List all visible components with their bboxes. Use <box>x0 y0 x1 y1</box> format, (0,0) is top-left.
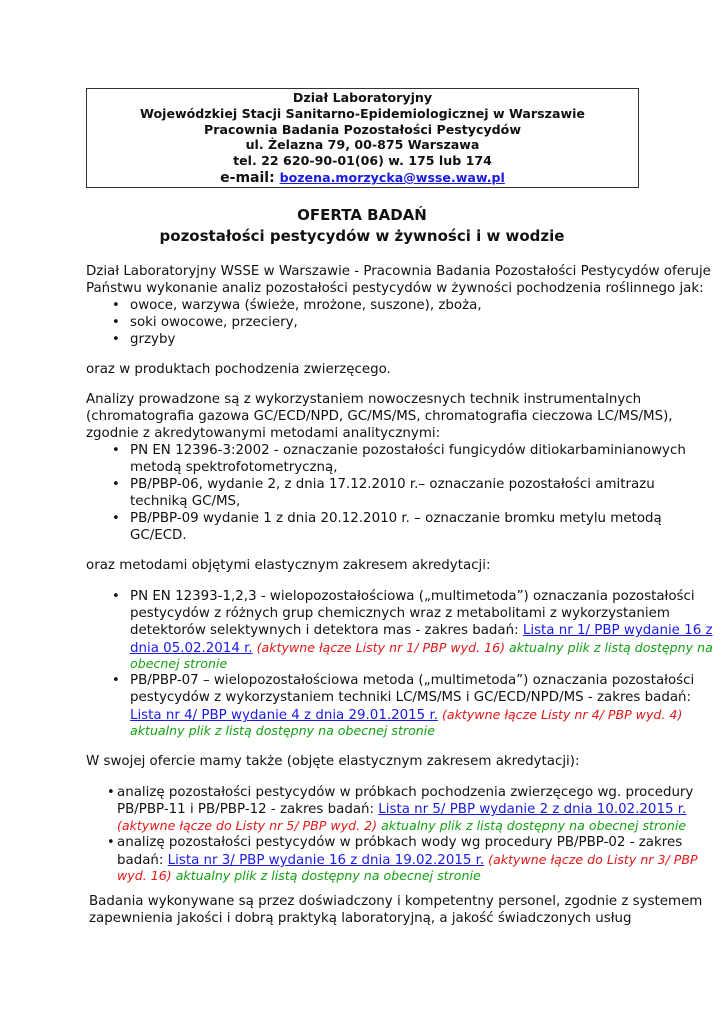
analyses-line-1: Analizy prowadzone są z wykorzystaniem nowoczesnych technik instrumentalnych <box>86 392 642 407</box>
also-item-line <box>117 801 686 818</box>
bullet: • <box>112 511 120 526</box>
method-item-line: PN EN 12396-3:2002 - oznaczanie pozostałości fungicydów ditiokarbaminianowych <box>130 443 686 458</box>
flexible-item-line: pestycydów z różnych grup chemicznych wraz z metabolitami z wykorzystaniem <box>130 606 670 621</box>
flexible-item-line: PN EN 12393-1,2,3 - wielopozostałościowa („multimetoda”) oznaczania pozostałości <box>130 589 695 604</box>
list-3-link[interactable]: Lista nr 3/ PBP wydanie 16 z dnia 19.02.2015 r. <box>167 853 485 868</box>
closing-line-2: zapewnienia jakości i dobrą praktyką laboratoryjną, a jakość świadczonych usług <box>89 911 632 926</box>
analyses-line-3: zgodnie z akredytowanymi metodami analitycznymi: <box>86 426 441 441</box>
current-file-note: aktualny plik z listą dostępny na obecnej stronie <box>377 818 687 833</box>
active-link-note: (aktywne łącze do Listy nr 3/ PBP <box>484 852 698 867</box>
header-box <box>86 88 639 188</box>
header-line-phone: tel. 22 620-90-01(06) w. 175 lub 174 <box>233 153 492 169</box>
animal-origin-text: oraz w produktach pochodzenia zwierzęcego. <box>86 362 391 377</box>
list-4-link[interactable]: Lista nr 4/ PBP wydanie 4 z dnia 29.01.2015 r. <box>130 708 438 723</box>
current-file-note: aktualny plik z listą dostępny na obecnej stronie <box>130 723 435 738</box>
bullet: • <box>112 673 120 688</box>
scope-text: detektorów selektywnych i detektora mas - zakres badań: <box>130 623 523 638</box>
page-subtitle: pozostałości pestycydów w żywności i w wodzie <box>159 227 565 245</box>
header-line-lab: Pracownia Badania Pozostałości Pestycydów <box>204 121 521 137</box>
flexible-item-line: pestycydów z wykorzystaniem techniki LC/MS/MS i GC/ECD/NPD/MS - zakres badań: <box>130 690 692 705</box>
active-link-note: (aktywne łącze do Listy nr 5/ PBP wyd. 2) <box>117 818 378 833</box>
bullet: • <box>112 298 120 313</box>
method-item-line: PB/PBP-06, wydanie 2, z dnia 17.12.2010 r.– oznaczanie pozostałości amitrazu <box>130 477 655 492</box>
method-item-line: metodą spektrofotometryczną, <box>130 460 338 475</box>
intro-line-2: Państwu wykonanie analiz pozostałości pestycydów w żywności pochodzenia roślinnego jak: <box>86 281 704 296</box>
bullet: • <box>112 477 120 492</box>
also-item-line: analizę pozostałości pestycydów w próbkach pochodzenia zwierzęcego wg. procedury <box>117 785 694 800</box>
product-item: owoce, warzywa (świeże, mrożone, suszone), zboża, <box>130 298 482 313</box>
closing-line-1: Badania wykonywane są przez doświadczony i kompetentny personel, zgodnie z systemem <box>89 894 703 909</box>
email-label: e-mail: <box>220 169 275 186</box>
intro-line-1: Dział Laboratoryjny WSSE w Warszawie - Pracownia Badania Pozostałości Pestycydów oferuje <box>86 264 711 279</box>
list-1-link[interactable]: Lista nr 1/ PBP wydanie 16 z <box>522 623 713 638</box>
analyses-line-2: (chromatografia gazowa GC/ECD/NPD, GC/MS/MS, chromatografia cieczowa LC/MS/MS), <box>86 409 673 424</box>
also-item-line: analizę pozostałości pestycydów w próbkach wody wg procedury PB/PBP-02 - zakres <box>117 835 683 850</box>
method-item-line: PB/PBP-09 wydanie 1 z dnia 20.12.2010 r. – oznaczanie bromku metylu metodą <box>130 511 662 526</box>
also-intro: W swojej ofercie mamy także (objęte elastycznym zakresem akredytacji): <box>86 754 580 769</box>
bullet: • <box>112 332 120 347</box>
current-file-note-cont: obecnej stronie <box>130 656 228 671</box>
active-link-note: (aktywne łącze Listy nr 4/ PBP wyd. 4) <box>437 707 683 722</box>
list-1-link-cont[interactable]: dnia 05.02.2014 r. <box>130 641 253 656</box>
method-item-line: techniką GC/MS, <box>130 494 241 509</box>
flexible-item-line <box>130 622 713 639</box>
bullet: • <box>112 443 120 458</box>
also-item-line <box>117 867 481 885</box>
current-file-note: aktualny plik z listą dostępny na <box>505 640 713 655</box>
bullet: • <box>112 315 120 330</box>
header-line-email <box>87 169 638 187</box>
bullet: • <box>107 835 115 850</box>
also-item-line <box>117 817 686 835</box>
header-line-address: ul. Żelazna 79, 00-875 Warszawa <box>245 137 480 153</box>
flexible-item-line <box>130 722 435 740</box>
product-item: soki owocowe, przeciery, <box>130 315 298 330</box>
email-link[interactable]: bozena.morzycka@wsse.waw.pl <box>279 169 505 185</box>
flexible-intro: oraz metodami objętymi elastycznym zakresem akredytacji: <box>86 558 491 573</box>
flexible-item-line <box>130 655 227 673</box>
product-item: grzyby <box>130 332 176 347</box>
page-title: OFERTA BADAŃ <box>297 206 427 224</box>
header-line-station: Wojewódzkiej Stacji Sanitarno-Epidemiologicznej w Warszawie <box>140 105 585 121</box>
flexible-item-line: PB/PBP-07 – wielopozostałościowa metoda („multimetoda”) oznaczania pozostałości <box>130 673 695 688</box>
active-link-note: (aktywne łącze Listy nr 1/ PBP wyd. 16) <box>252 640 506 655</box>
current-file-note: aktualny plik z listą dostępny na obecnej stronie <box>171 868 481 883</box>
method-item-line: GC/ECD. <box>130 528 187 543</box>
bullet: • <box>107 785 115 800</box>
active-link-note-cont: wyd. 16) <box>117 868 172 883</box>
scope-text: PB/PBP-11 i PB/PBP-12 - zakres badań: <box>117 802 379 817</box>
scope-text: badań: <box>117 853 168 868</box>
bullet: • <box>112 589 120 604</box>
list-5-link[interactable]: Lista nr 5/ PBP wydanie 2 z dnia 10.02.2015 r. <box>378 802 687 817</box>
header-line-department: Dział Laboratoryjny <box>292 90 433 105</box>
